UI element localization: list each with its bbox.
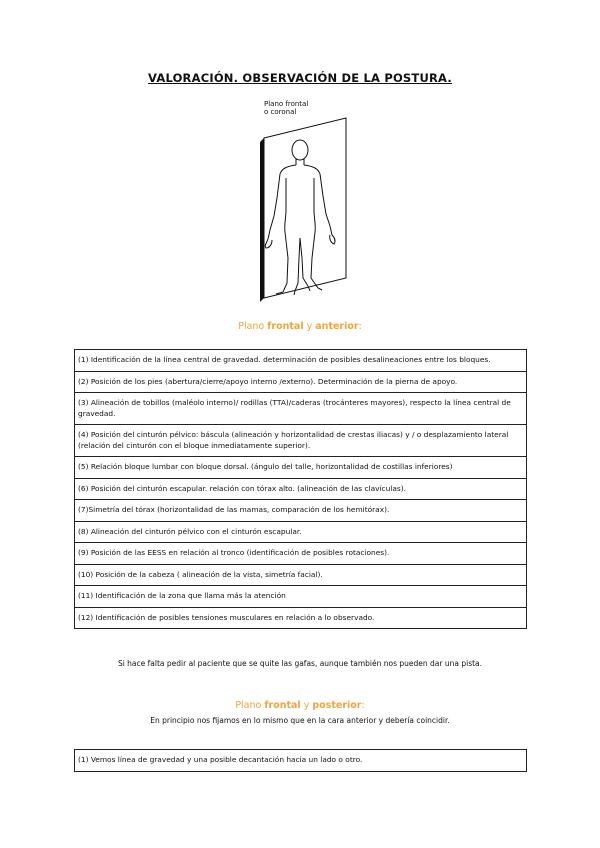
figure-label-line1: Plano frontal: [264, 100, 309, 108]
figure-label: [264, 100, 308, 116]
table-cell: (4) Posición del cinturón pélvico: báscula (alineación y horizontalidad de crestas iliacas) y / o desplazamiento lateral (relación del cinturón con el bloque inmediatamente superior).: [75, 425, 527, 457]
table-cell: (12) Identificación de posibles tensiones musculares en relación a lo observado.: [75, 607, 527, 629]
anterior-heading-prefix: Plano: [238, 321, 268, 332]
table-row: [75, 521, 527, 543]
table-cell: (5) Relación bloque lumbar con bloque dorsal. (ángulo del talle, horizontalidad de costillas inferiores): [75, 457, 527, 479]
table-row: [75, 393, 527, 425]
table-row: [75, 478, 527, 500]
posterior-observation-table: [74, 749, 527, 772]
table-cell: (11) Identificación de la zona que llama más la atención: [75, 586, 527, 608]
posterior-heading-suffix: :: [361, 700, 365, 711]
anterior-heading-bold1: frontal: [267, 321, 304, 332]
posterior-heading-mid: y: [300, 700, 313, 711]
table-cell: (9) Posición de las EESS en relación al tronco (identificación de posibles rotaciones).: [75, 543, 527, 565]
table-row: [75, 457, 527, 479]
table-cell: (10) Posición de la cabeza ( alineación de la vista, simetría facial).: [75, 564, 527, 586]
table-cell: (1) Identificación de la línea central de gravedad. determinación de posibles desalineaciones entre los bloques.: [75, 350, 527, 372]
table-cell: (6) Posición del cinturón escapular. relación con tórax alto. (alineación de las clavículas).: [75, 478, 527, 500]
table-cell: (2) Posición de los pies (abertura/cierre/apoyo interno /externo). Determinación de la pierna de apoyo.: [75, 371, 527, 393]
table-row: [75, 543, 527, 565]
posterior-heading-bold2: posterior: [312, 700, 362, 711]
table-row: [75, 750, 527, 772]
glasses-note: Si hace falta pedir al paciente que se quite las gafas, aunque también nos pueden dar una pista.: [117, 659, 483, 668]
posterior-heading-prefix: Plano: [235, 700, 265, 711]
posterior-intro: En principio nos fijamos en lo mismo que en la cara anterior y debería coincidir.: [150, 716, 450, 725]
figure-label-line2: o coronal: [264, 108, 297, 116]
table-row: [75, 371, 527, 393]
anterior-observation-table: [74, 349, 527, 629]
frontal-plane-figure: [250, 98, 350, 303]
posterior-heading-bold1: frontal: [264, 700, 301, 711]
table-cell: (1) Vemos línea de gravedad y una posible decantación hacia un lado o otro.: [75, 750, 527, 772]
table-row: [75, 425, 527, 457]
anterior-heading-mid: y: [303, 321, 316, 332]
anterior-heading: [0, 321, 600, 332]
page-title: VALORACIÓN. OBSERVACIÓN DE LA POSTURA.: [148, 71, 452, 85]
table-row: [75, 350, 527, 372]
table-cell: (7)Simetría del tórax (horizontalidad de las mamas, comparación de los hemitórax).: [75, 500, 527, 522]
table-cell: (3) Alineación de tobillos (maléolo interno)/ rodillas (TTA)/caderas (trocánteres mayores), respecto la línea central de gravedad.: [75, 393, 527, 425]
table-cell: (8) Alineación del cinturón pélvico con el cinturón escapular.: [75, 521, 527, 543]
table-row: [75, 607, 527, 629]
anterior-heading-suffix: :: [358, 321, 362, 332]
table-row: [75, 586, 527, 608]
posterior-heading: [0, 700, 600, 711]
table-row: [75, 500, 527, 522]
table-row: [75, 564, 527, 586]
body-outline-illustration: [250, 98, 350, 303]
anterior-heading-bold2: anterior: [315, 321, 359, 332]
